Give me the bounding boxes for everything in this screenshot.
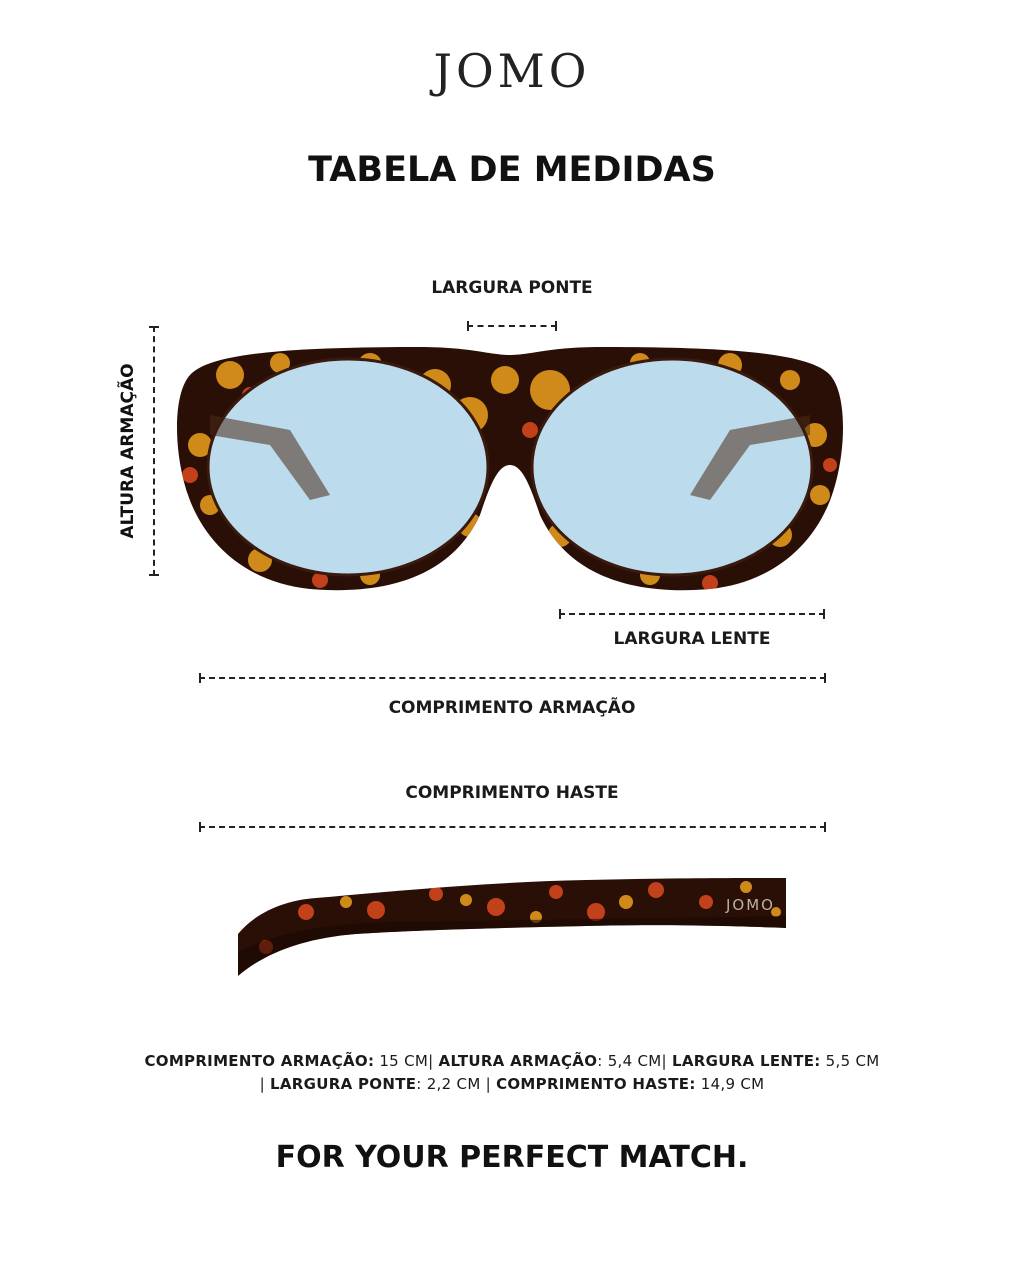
temple-length-dimension xyxy=(199,822,826,832)
sunglasses-front-image xyxy=(170,335,850,600)
spec-value: | xyxy=(259,1075,271,1093)
spec-value: : 2,2 CM | xyxy=(416,1075,497,1093)
brand-logo: JOMO xyxy=(433,44,591,98)
tagline: FOR YOUR PERFECT MATCH. xyxy=(275,1140,749,1175)
temple-engraving: JOMO xyxy=(726,896,775,914)
spec-label: ALTURA ARMAÇÃO xyxy=(438,1052,598,1070)
spec-value: 5,5 CM xyxy=(820,1052,880,1070)
spec-value: 15 CM| xyxy=(374,1052,439,1070)
specs-line-2 xyxy=(0,1075,1024,1093)
page-title: TABELA DE MEDIDAS xyxy=(308,150,716,190)
frame-height-label: ALTURA ARMAÇÃO xyxy=(118,363,138,539)
spec-value: : 5,4 CM| xyxy=(597,1052,672,1070)
spec-label: LARGURA PONTE xyxy=(270,1075,417,1093)
lens-width-dimension xyxy=(559,609,825,619)
frame-length-dimension xyxy=(199,673,826,683)
temple-arm-image xyxy=(236,872,792,984)
spec-value: 14,9 CM xyxy=(695,1075,765,1093)
lens-width-label: LARGURA LENTE xyxy=(613,629,771,649)
bridge-width-label: LARGURA PONTE xyxy=(431,278,593,298)
specs-line-1 xyxy=(0,1052,1024,1070)
spec-label: COMPRIMENTO HASTE: xyxy=(496,1075,696,1093)
frame-height-dimension xyxy=(149,326,159,576)
bridge-width-dimension xyxy=(467,321,557,331)
temple-length-label: COMPRIMENTO HASTE xyxy=(405,783,619,803)
frame-length-label: COMPRIMENTO ARMAÇÃO xyxy=(388,698,636,718)
spec-label: COMPRIMENTO ARMAÇÃO: xyxy=(144,1052,375,1070)
spec-label: LARGURA LENTE: xyxy=(671,1052,821,1070)
